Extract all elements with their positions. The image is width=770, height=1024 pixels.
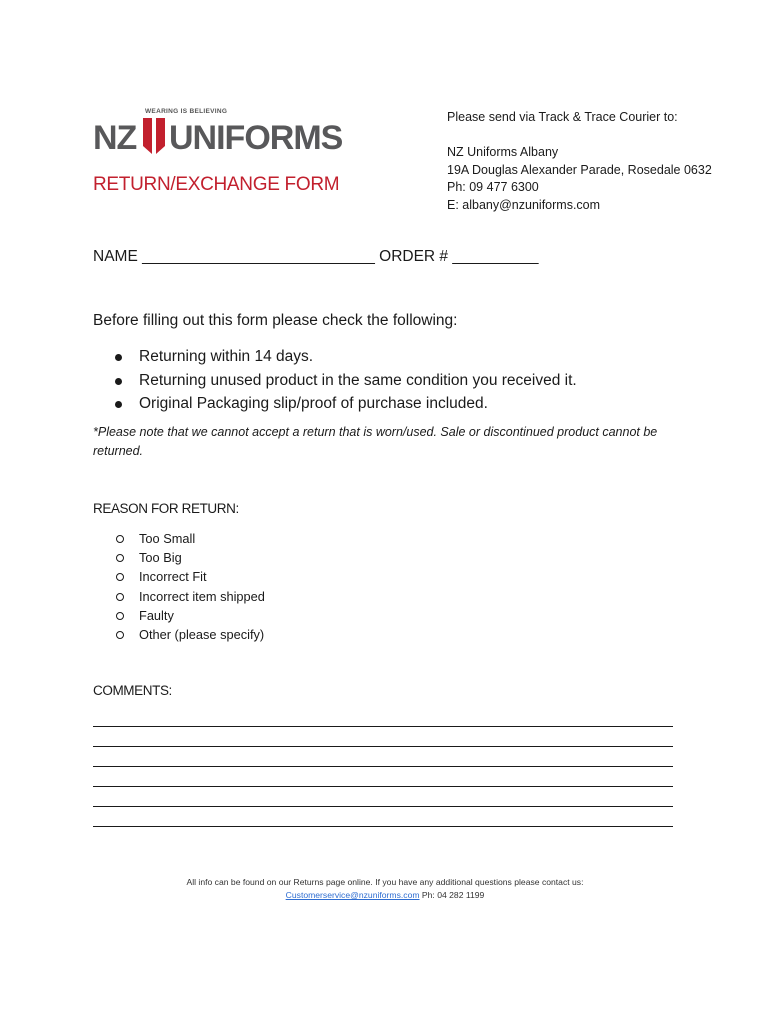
reason-option[interactable]: Incorrect item shipped <box>93 587 265 606</box>
comment-line[interactable] <box>93 726 673 746</box>
form-title: RETURN/EXCHANGE FORM <box>93 174 340 195</box>
reason-options <box>93 529 265 644</box>
address-intro: Please send via Track & Trace Courier to: <box>447 110 678 124</box>
checklist <box>93 345 577 416</box>
comment-line[interactable] <box>93 746 673 766</box>
customer-service-email-link[interactable]: Customerservice@nzuniforms.com <box>285 890 420 900</box>
checklist-item: Original Packaging slip/proof of purchase included. <box>93 392 577 416</box>
footer-phone: Ph: 04 282 1199 <box>419 890 485 900</box>
reason-option[interactable]: Incorrect Fit <box>93 567 265 586</box>
logo-nz-text: NZ <box>93 119 137 157</box>
circle-checkbox-icon[interactable] <box>116 554 124 562</box>
reason-option[interactable]: Too Big <box>93 548 265 567</box>
shipping-address <box>447 109 712 215</box>
bullet-icon <box>115 354 122 361</box>
return-policy-note: *Please note that we cannot accept a return that is worn/used. Sale or discontinued product cannot be returned. <box>93 425 658 458</box>
bullet-icon <box>115 401 122 408</box>
reason-option[interactable]: Faulty <box>93 606 265 625</box>
address-line: 19A Douglas Alexander Parade, Rosedale 0632 <box>447 162 712 177</box>
footer <box>0 876 770 902</box>
comment-line[interactable] <box>93 826 673 846</box>
comments-title: COMMENTS: <box>93 683 172 698</box>
circle-checkbox-icon[interactable] <box>116 535 124 543</box>
shield-icon <box>141 116 167 158</box>
logo-tagline: WEARING IS BELIEVING <box>145 108 228 115</box>
nz-uniforms-logo <box>93 108 353 162</box>
logo-uniforms-text: UNIFORMS <box>169 119 343 157</box>
checklist-item: Returning within 14 days. <box>93 345 577 369</box>
reason-option[interactable]: Other (please specify) <box>93 625 265 644</box>
address-email: E: albany@nzuniforms.com <box>447 197 601 212</box>
reason-title: REASON FOR RETURN: <box>93 501 239 516</box>
comment-line[interactable] <box>93 786 673 806</box>
circle-checkbox-icon[interactable] <box>116 593 124 601</box>
circle-checkbox-icon[interactable] <box>116 631 124 639</box>
checklist-item: Returning unused product in the same condition you received it. <box>93 369 577 393</box>
circle-checkbox-icon[interactable] <box>116 612 124 620</box>
comments-area[interactable] <box>93 726 673 846</box>
footer-info: All info can be found on our Returns page online. If you have any additional questions please contact us: <box>186 877 584 887</box>
footer-contact <box>0 889 770 902</box>
bullet-icon <box>115 378 122 385</box>
checklist-intro: Before filling out this form please check the following: <box>93 312 458 329</box>
comment-line[interactable] <box>93 766 673 786</box>
circle-checkbox-icon[interactable] <box>116 573 124 581</box>
address-phone: Ph: 09 477 6300 <box>447 180 539 195</box>
comment-line[interactable] <box>93 806 673 826</box>
address-line: NZ Uniforms Albany <box>447 145 559 160</box>
name-order-field[interactable]: NAME ___________________________ ORDER # __________ <box>93 248 539 265</box>
reason-option[interactable]: Too Small <box>93 529 265 548</box>
